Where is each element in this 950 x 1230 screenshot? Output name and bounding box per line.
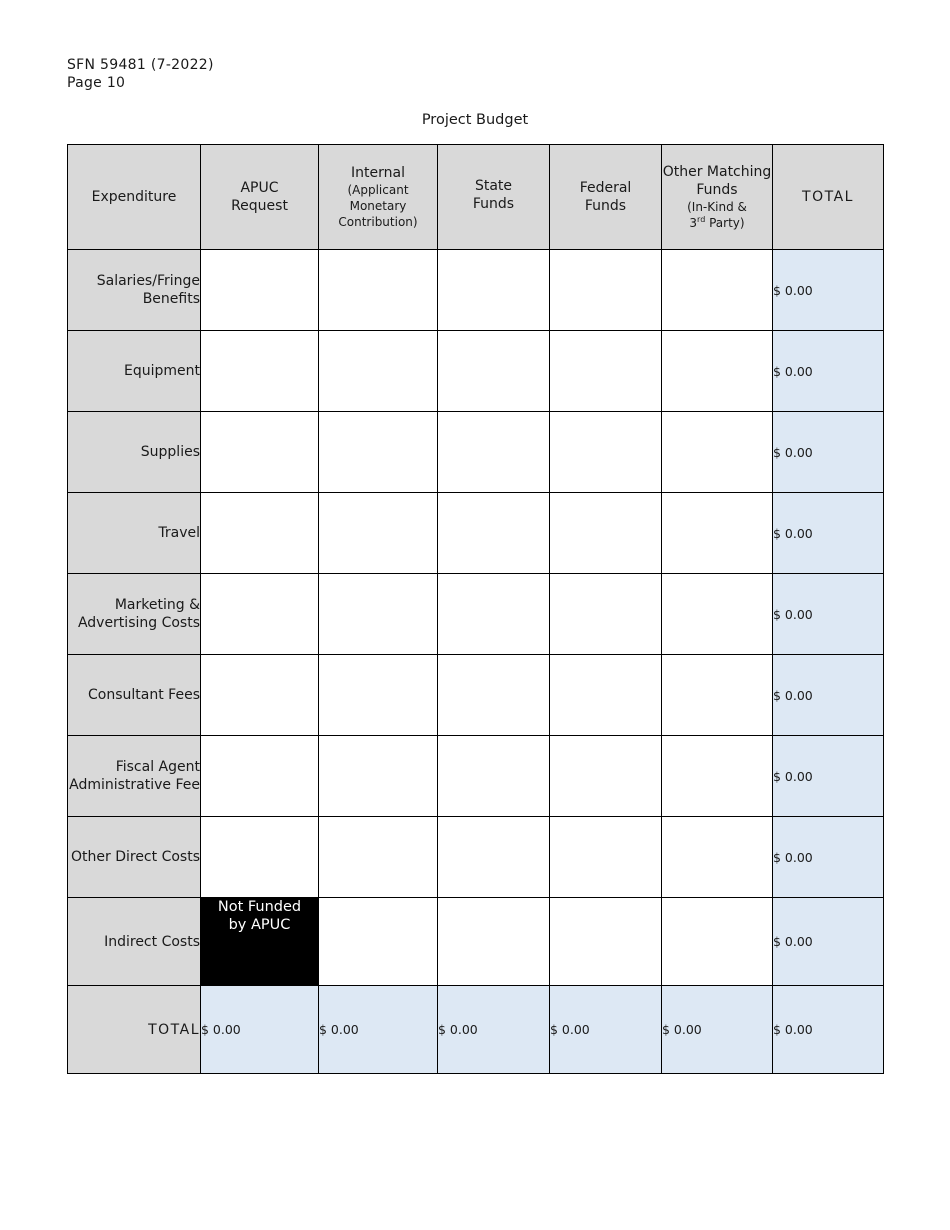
header-internal-sub: (Applicant Monetary Contribution) <box>338 183 418 229</box>
input-cell-apuc[interactable] <box>201 817 319 898</box>
input-cell-federal[interactable] <box>550 898 662 986</box>
table-row <box>68 736 884 817</box>
input-cell-federal[interactable] <box>550 574 662 655</box>
input-cell-other[interactable] <box>662 898 773 986</box>
header-federal-line2: Funds <box>584 198 627 214</box>
header-apuc-line1: APUC <box>240 180 279 196</box>
row-label: Marketing & Advertising Costs <box>68 574 201 655</box>
input-cell-other[interactable] <box>662 655 773 736</box>
input-cell-other[interactable] <box>662 493 773 574</box>
input-cell-apuc[interactable] <box>201 493 319 574</box>
row-label: Salaries/Fringe Benefits <box>68 250 201 331</box>
input-cell-state[interactable] <box>438 655 550 736</box>
header-other-matching <box>662 145 773 250</box>
header-internal-label: Internal <box>351 165 405 181</box>
header-row <box>68 145 884 250</box>
table-row <box>68 898 884 986</box>
not-funded-line2: by APUC <box>228 917 291 933</box>
row-total: $ 0.00 <box>773 250 884 331</box>
input-cell-state[interactable] <box>438 412 550 493</box>
header-apuc-request <box>201 145 319 250</box>
input-cell-internal[interactable] <box>319 898 438 986</box>
input-cell-federal[interactable] <box>550 250 662 331</box>
input-cell-internal[interactable] <box>319 250 438 331</box>
input-cell-state[interactable] <box>438 493 550 574</box>
row-total: $ 0.00 <box>773 655 884 736</box>
header-apuc-line2: Request <box>231 198 288 214</box>
header-federal-funds <box>550 145 662 250</box>
input-cell-federal[interactable] <box>550 412 662 493</box>
total-apuc: $ 0.00 <box>201 986 319 1074</box>
table-row <box>68 817 884 898</box>
input-cell-state[interactable] <box>438 736 550 817</box>
not-funded-line1: Not Funded <box>217 899 302 915</box>
input-cell-apuc[interactable] <box>201 655 319 736</box>
header-expenditure: Expenditure <box>68 145 201 250</box>
input-cell-federal[interactable] <box>550 493 662 574</box>
input-cell-apuc[interactable] <box>201 412 319 493</box>
input-cell-state[interactable] <box>438 574 550 655</box>
row-label: Consultant Fees <box>68 655 201 736</box>
input-cell-other[interactable] <box>662 250 773 331</box>
row-total: $ 0.00 <box>773 817 884 898</box>
row-label: Indirect Costs <box>68 898 201 986</box>
grand-total: $ 0.00 <box>773 986 884 1074</box>
input-cell-internal[interactable] <box>319 817 438 898</box>
header-state-line1: State <box>474 178 513 194</box>
table-row <box>68 250 884 331</box>
input-cell-federal[interactable] <box>550 736 662 817</box>
input-cell-state[interactable] <box>438 250 550 331</box>
header-state-funds <box>438 145 550 250</box>
form-number: SFN 59481 (7-2022) <box>67 57 214 73</box>
table-row <box>68 655 884 736</box>
input-cell-internal[interactable] <box>319 574 438 655</box>
total-other: $ 0.00 <box>662 986 773 1074</box>
input-cell-other[interactable] <box>662 574 773 655</box>
header-federal-line1: Federal <box>579 180 632 196</box>
input-cell-apuc[interactable] <box>201 736 319 817</box>
page-number: Page 10 <box>67 75 126 91</box>
input-cell-state[interactable] <box>438 898 550 986</box>
row-label: Supplies <box>68 412 201 493</box>
input-cell-federal[interactable] <box>550 817 662 898</box>
row-total: $ 0.00 <box>773 331 884 412</box>
input-cell-state[interactable] <box>438 331 550 412</box>
header-internal <box>319 145 438 250</box>
input-cell-internal[interactable] <box>319 412 438 493</box>
input-cell-internal[interactable] <box>319 331 438 412</box>
input-cell-internal[interactable] <box>319 736 438 817</box>
not-funded-cell <box>201 898 319 986</box>
header-total: TOTAL <box>773 145 884 250</box>
row-total: $ 0.00 <box>773 412 884 493</box>
table-row <box>68 493 884 574</box>
header-other-sub-post: Party) <box>709 216 745 230</box>
total-internal: $ 0.00 <box>319 986 438 1074</box>
table-row <box>68 412 884 493</box>
input-cell-federal[interactable] <box>550 331 662 412</box>
header-other-label: Other Matching Funds <box>662 164 772 198</box>
row-total: $ 0.00 <box>773 493 884 574</box>
input-cell-other[interactable] <box>662 412 773 493</box>
row-total: $ 0.00 <box>773 736 884 817</box>
input-cell-internal[interactable] <box>319 655 438 736</box>
input-cell-other[interactable] <box>662 736 773 817</box>
header-other-sub <box>662 199 772 231</box>
header-other-sub-pre: (In-Kind & <box>687 200 747 214</box>
input-cell-apuc[interactable] <box>201 250 319 331</box>
input-cell-other[interactable] <box>662 331 773 412</box>
totals-row <box>68 986 884 1074</box>
row-label: Equipment <box>68 331 201 412</box>
row-label: Other Direct Costs <box>68 817 201 898</box>
row-total: $ 0.00 <box>773 574 884 655</box>
total-state: $ 0.00 <box>438 986 550 1074</box>
input-cell-state[interactable] <box>438 817 550 898</box>
input-cell-other[interactable] <box>662 817 773 898</box>
input-cell-apuc[interactable] <box>201 331 319 412</box>
row-label: Travel <box>68 493 201 574</box>
total-federal: $ 0.00 <box>550 986 662 1074</box>
input-cell-federal[interactable] <box>550 655 662 736</box>
input-cell-internal[interactable] <box>319 493 438 574</box>
totals-label: TOTAL <box>68 986 201 1074</box>
page-title: Project Budget <box>421 112 529 128</box>
table-row <box>68 574 884 655</box>
row-label: Fiscal Agent Administrative Fee <box>68 736 201 817</box>
table-row <box>68 331 884 412</box>
input-cell-apuc[interactable] <box>201 574 319 655</box>
budget-table <box>67 144 884 1074</box>
header-other-sub-num: 3 <box>689 216 698 230</box>
header-other-sub-sup: rd <box>697 215 706 224</box>
row-total: $ 0.00 <box>773 898 884 986</box>
header-state-line2: Funds <box>472 196 515 212</box>
form-identifier <box>67 56 214 92</box>
